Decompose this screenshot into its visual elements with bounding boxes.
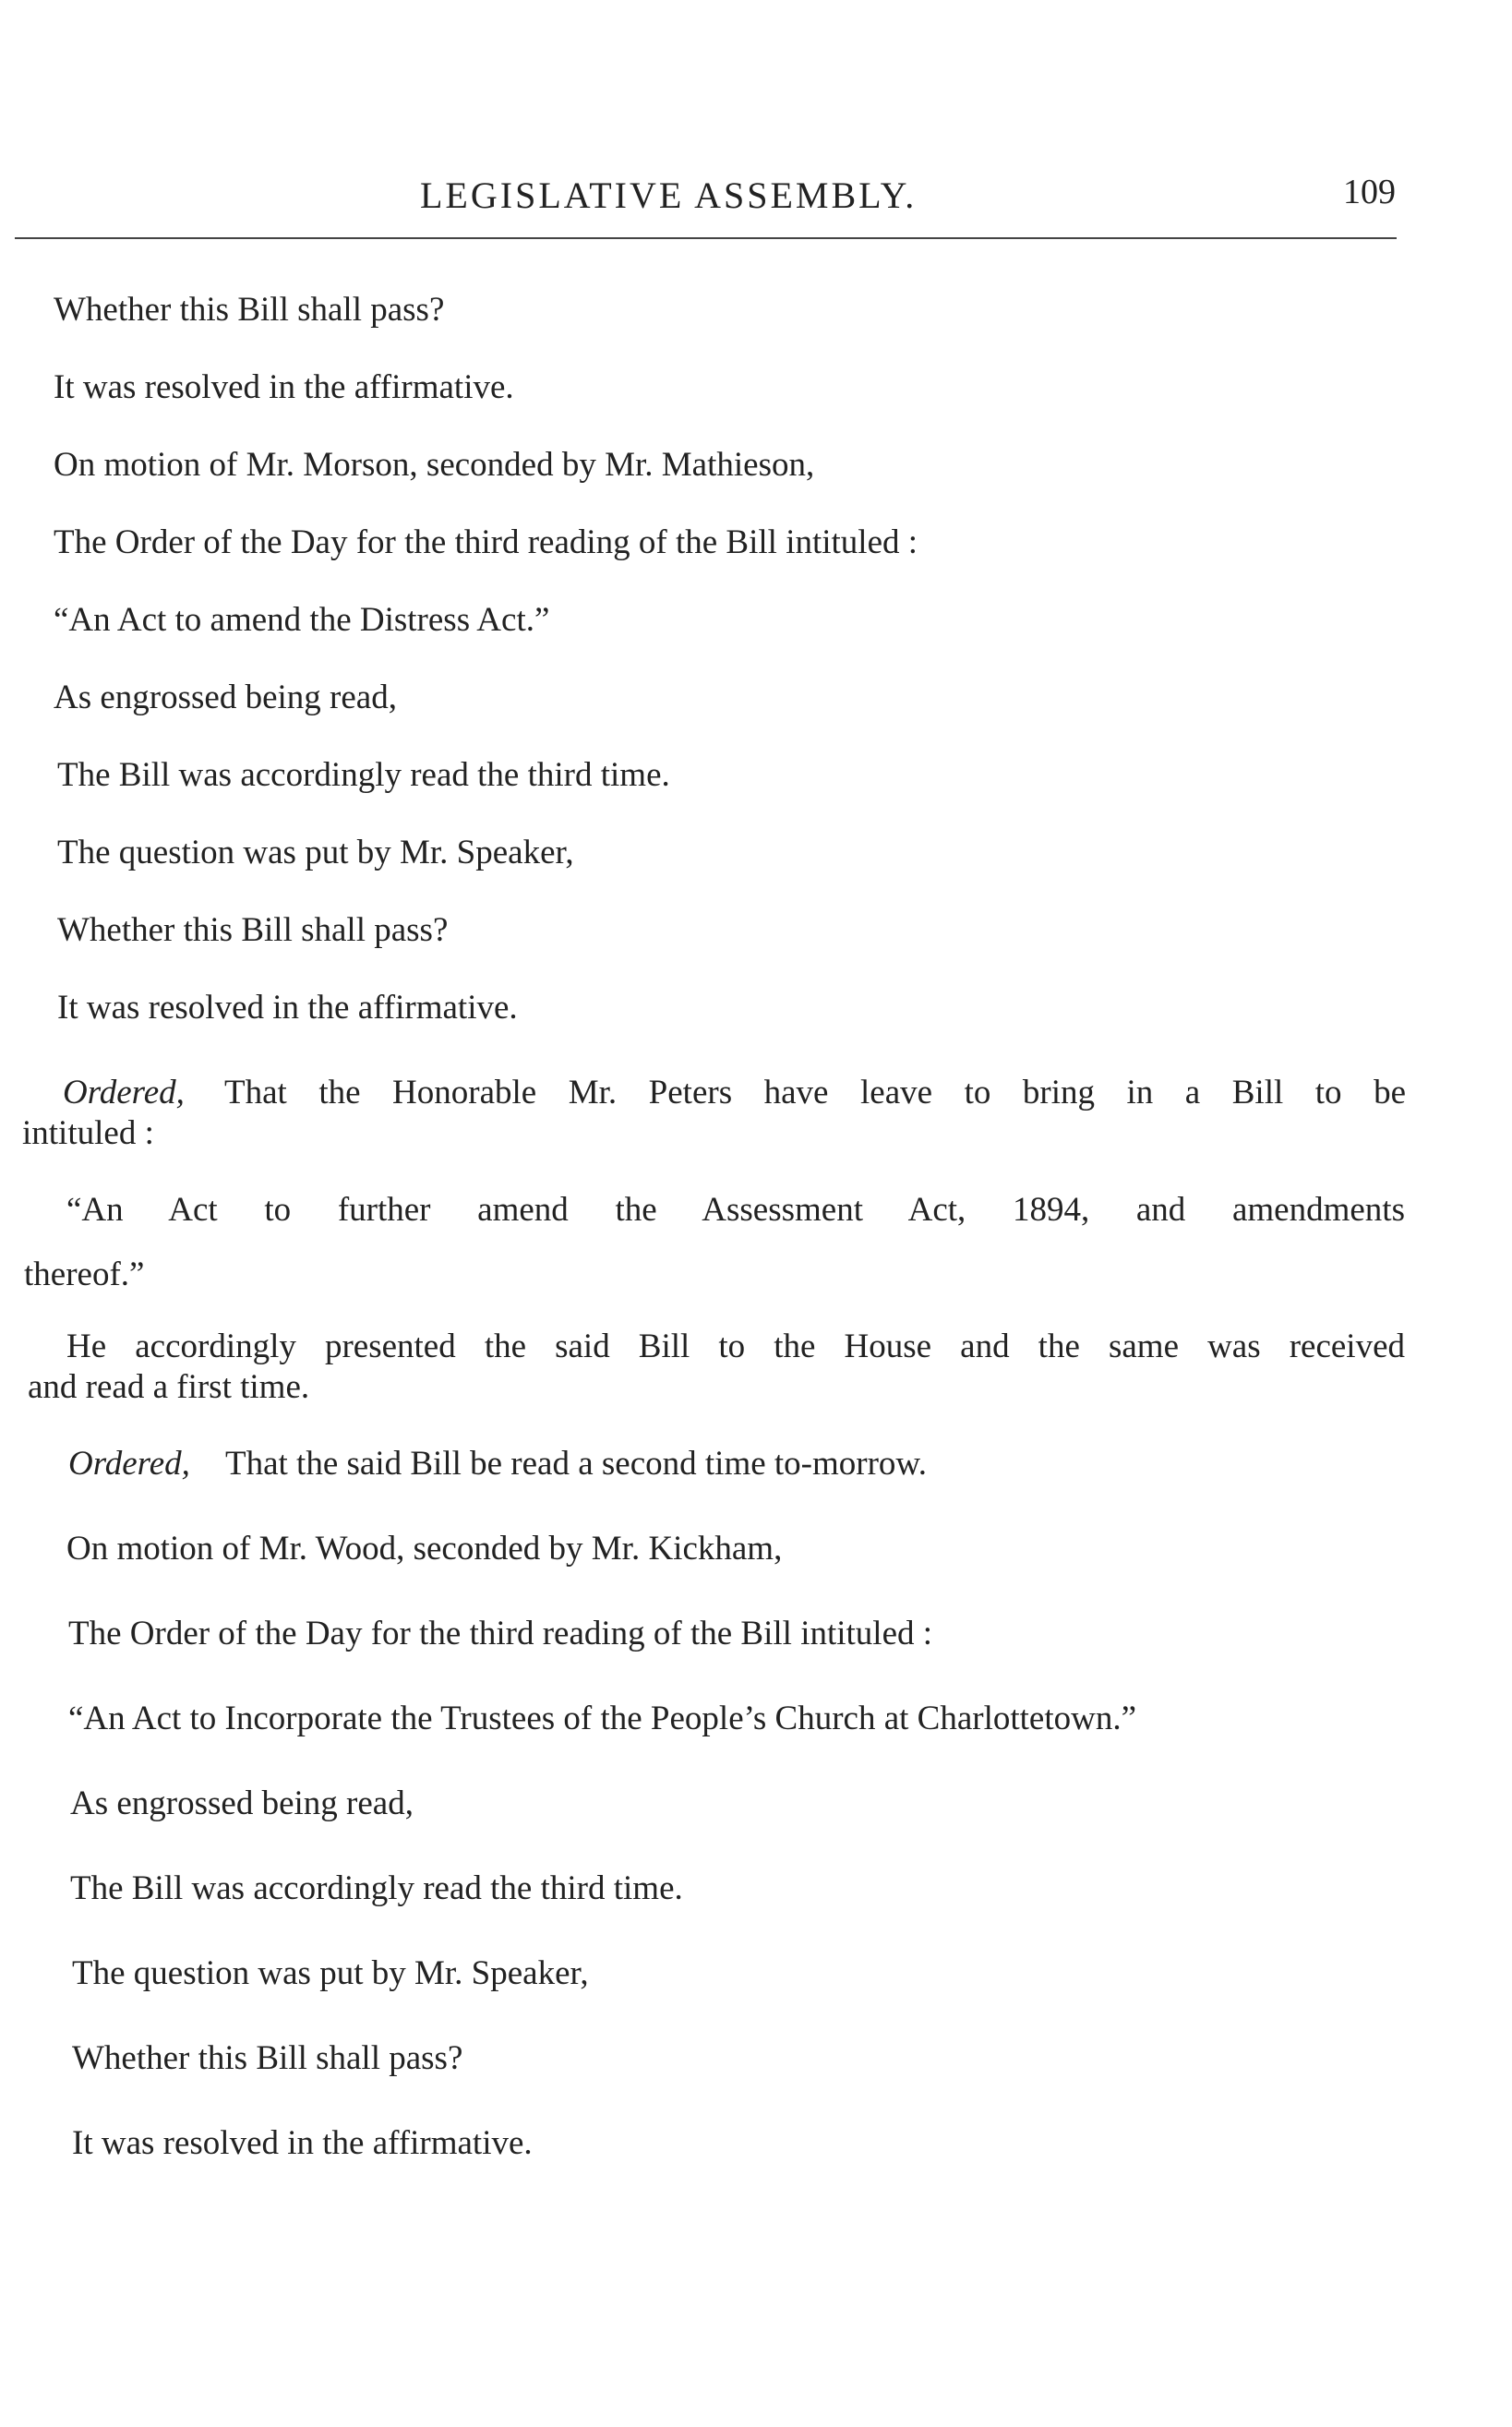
text-line: The Order of the Day for the third reading of the Bill intituled : (54, 523, 918, 561)
ordered-label: Ordered, (63, 1074, 185, 1111)
text-line: That the said Bill be read a second time to-morrow. (225, 1445, 927, 1483)
text-line: It was resolved in the affirmative. (54, 368, 514, 406)
text-line: It was resolved in the affirmative. (72, 2124, 533, 2162)
page-number: 109 (1343, 173, 1396, 211)
text-line: “An Act to further amend the Assessment Act, 1894, and amendments (66, 1191, 1405, 1229)
text-line: The question was put by Mr. Speaker, (72, 1954, 589, 1992)
text-line: He accordingly presented the said Bill to the House and the same was received (66, 1328, 1405, 1365)
text-line: It was resolved in the affirmative. (57, 989, 518, 1027)
text-line: The Bill was accordingly read the third time. (70, 1869, 683, 1907)
text-line: Whether this Bill shall pass? (72, 2039, 463, 2077)
text-line: On motion of Mr. Morson, seconded by Mr. Mathieson, (54, 446, 815, 484)
running-title: LEGISLATIVE ASSEMBLY. (420, 174, 918, 216)
text-line: “An Act to amend the Distress Act.” (54, 601, 550, 639)
text-line: On motion of Mr. Wood, seconded by Mr. Kickham, (66, 1530, 783, 1568)
text-line: The Order of the Day for the third reading of the Bill intituled : (68, 1615, 933, 1652)
text-line: intituled : (22, 1114, 154, 1152)
text-line: thereof.” (24, 1256, 145, 1293)
text-line: As engrossed being read, (54, 679, 397, 716)
text-line: The Bill was accordingly read the third time. (57, 756, 670, 794)
text-line: Whether this Bill shall pass? (57, 911, 449, 949)
ordered-label: Ordered, (68, 1445, 190, 1483)
text-line: The question was put by Mr. Speaker, (57, 834, 574, 871)
text-line: “An Act to Incorporate the Trustees of the People’s Church at Charlottetown.” (68, 1700, 1137, 1737)
text-line: Whether this Bill shall pass? (54, 291, 445, 329)
text-line: As engrossed being read, (70, 1784, 414, 1822)
text-line: and read a first time. (28, 1368, 310, 1406)
text-line: That the Honorable Mr. Peters have leave to bring in a Bill to be (224, 1074, 1406, 1111)
